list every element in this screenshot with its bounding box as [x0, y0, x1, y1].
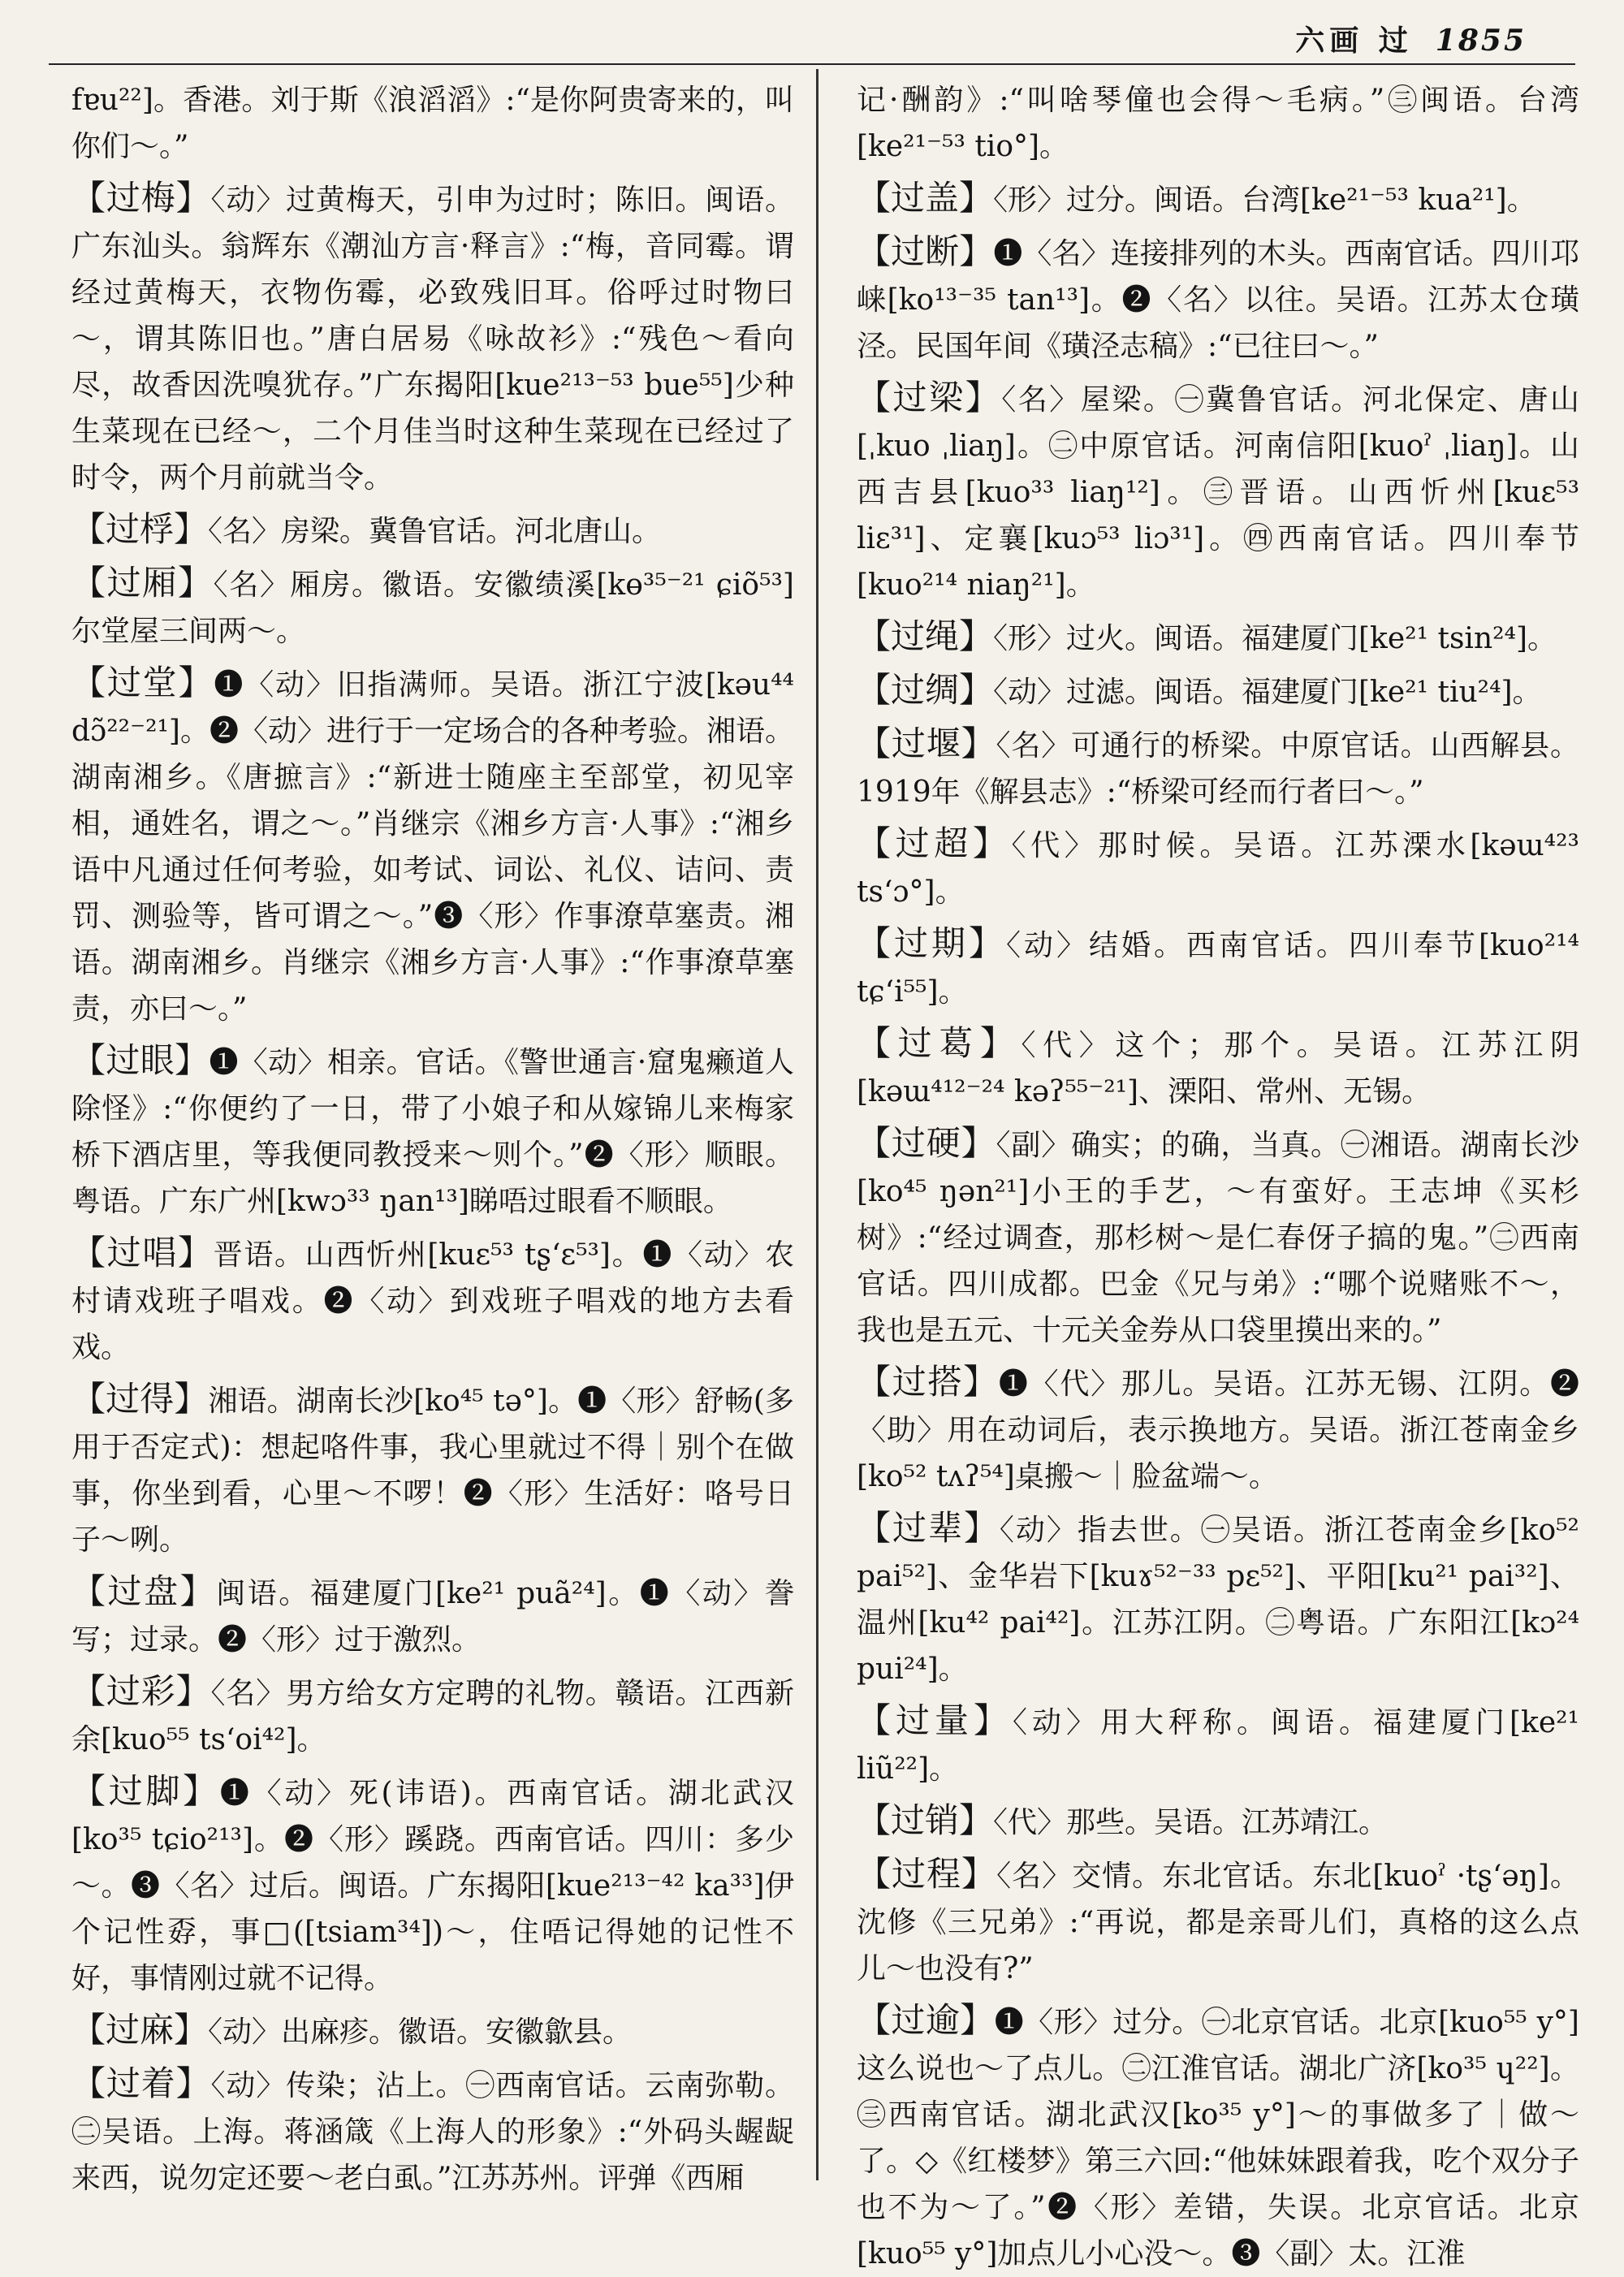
- entry: [857, 1851, 1579, 1992]
- headword: 【过绳】: [857, 616, 994, 656]
- entry-text: 〈代〉这个；那个。吴语。江苏江阴[kəɯ⁴¹²⁻²⁴ kəʔ⁵⁵⁻²¹]、溧阳、常州、无锡。: [857, 1029, 1579, 1108]
- headword: 【过着】: [71, 2063, 211, 2103]
- entry: [857, 613, 1579, 662]
- running-head: [1295, 18, 1527, 59]
- entry-text: 〈动〉过黄梅天，引申为过时；陈旧。闽语。广东汕头。翁辉东《潮汕方言·释言》:“梅，音同霉。谓经过黄梅天，衣物伤霉，必致残旧耳。俗呼过时物曰～，谓其陈旧也。”唐白居易《咏故衫》:“残色～看向尽，故香因洗嗅犹存。”广东揭阳[kue²¹³⁻⁵³ bue⁵⁵]少种生菜现在已经～，二个月佳当时这种生菜现在已经过了时令，两个月前就当令。: [71, 184, 794, 495]
- entry-text: ❶〈动〉相亲。官话。《警世通言·窟鬼癞道人除怪》:“你便约了一日，带了小娘子和从嫁锦儿来梅家桥下酒店里，等我便同教授来～则个。”❷〈形〉顺眼。粤语。广东广州[kwɔ³³ ŋan¹³]睇唔过眼看不顺眼。: [71, 1046, 794, 1218]
- entry-text: 晋语。山西忻州[kuɛ⁵³ tʂʻɛ⁵³]。❶〈动〉农村请戏班子唱戏。❷〈动〉到戏班子唱戏的地方去看戏。: [71, 1238, 794, 1364]
- entry: [857, 920, 1579, 1015]
- entry: [71, 1768, 794, 2002]
- right-column: [857, 75, 1579, 2271]
- column-divider: [816, 69, 818, 2180]
- entry: [71, 2060, 794, 2201]
- headword: 【过量】: [857, 1700, 1013, 1740]
- entry: [857, 228, 1579, 369]
- headword: 【过堂】: [71, 663, 214, 702]
- entry: [71, 175, 794, 501]
- entry-text: 〈动〉用大秤称。闽语。福建厦门[ke²¹ liũ²²]。: [857, 1706, 1579, 1786]
- entry: [857, 1359, 1579, 1500]
- headword: 【过得】: [71, 1379, 209, 1419]
- entry-text: 记·酬韵》:“叫啥琴僮也会得～毛病。”㊂闽语。台湾[ke²¹⁻⁵³ tio°]。: [857, 84, 1579, 163]
- entry-text: 〈名〉房梁。冀鲁官话。河北唐山。: [208, 515, 662, 548]
- entry: [857, 720, 1579, 815]
- headword: 【过绸】: [857, 670, 994, 710]
- headword: 【过眼】: [71, 1040, 209, 1080]
- entry-text: 〈代〉那时候。吴语。江苏溧水[kəɯ⁴²³ tsʻɔ°]。: [857, 829, 1579, 909]
- entry-text: 〈名〉男方给女方定聘的礼物。赣语。江西新余[kuo⁵⁵ tsʻoi⁴²]。: [71, 1677, 794, 1756]
- entry-text: 〈代〉那些。吴语。江苏靖江。: [993, 1806, 1389, 1839]
- entry-text: ❶〈代〉那儿。吴语。江苏无锡、江阴。❷〈助〉用在动词后，表示换地方。吴语。浙江苍南金乡[ko⁵² tʌʔ⁵⁴]桌搬～｜脸盆端～。: [857, 1367, 1579, 1493]
- headword: 【过程】: [857, 1854, 997, 1894]
- headword: 【过堰】: [857, 724, 996, 763]
- section-title: 六画 过: [1295, 24, 1413, 58]
- entry: [71, 560, 794, 655]
- headword: 【过麻】: [71, 2010, 209, 2050]
- entry-text: ❶〈动〉死(讳语)。西南官话。湖北武汉[ko³⁵ tɕio²¹³]。❷〈形〉蹊跷。西南官话。四川：多少～。❸〈名〉过后。闽语。广东揭阳[kue²¹³⁻⁴² ka³³]伊个记性孬，事□([tsiam³⁴])～，住唔记得她的记性不好，事情刚过就不记得。: [71, 1777, 794, 1995]
- entry-text: 〈形〉过分。闽语。台湾[ke²¹⁻⁵³ kua²¹]。: [993, 184, 1536, 217]
- entry-text: 〈动〉过滤。闽语。福建厦门[ke²¹ tiu²⁴]。: [993, 676, 1542, 709]
- entry-text: 闽语。福建厦门[ke²¹ puã²⁴]。❶〈动〉誊写；过录。❷〈形〉过于激烈。: [71, 1577, 794, 1657]
- headword: 【过梁】: [857, 378, 1002, 417]
- headword: 【过彩】: [71, 1671, 211, 1711]
- headword: 【过盖】: [857, 178, 994, 218]
- headword: 【过梅】: [71, 178, 211, 218]
- entry: [71, 1037, 794, 1225]
- headword: 【过销】: [857, 1800, 994, 1840]
- entry-continuation: [71, 75, 794, 170]
- entry-text: ❶〈形〉过分。㊀北京官话。北京[kuo⁵⁵ y°]这么说也～了点儿。㊁江淮官话。湖北广济[ko³⁵ ɥ²²]。㊂西南官话。湖北武汉[ko³⁵ y°]～的事做多了｜做～了。◇《红楼梦》第三六回:“他妹妹跟着我，吃个双分子也不为～了。”❷〈形〉差错，失误。北京官话。北京[kuo⁵⁵ y°]加点儿小心没～。❸〈副〉太。江淮: [857, 2006, 1579, 2271]
- entry: [71, 1568, 794, 1663]
- headword: 【过盘】: [71, 1571, 217, 1611]
- entry-text: 〈名〉屋梁。㊀冀鲁官话。河北保定、唐山[ˌkuo ˌliaŋ]。㊁中原官话。河南信阳[kuoˀ ˌliaŋ]。山西吉县[kuo³³ liaŋ¹²]。㊂晋语。山西忻州[kuɛ⁵³ liɛ³¹]、定襄[kuɔ⁵³ liɔ³¹]。㊃西南官话。四川奉节[kuo²¹⁴ niaŋ²¹]。: [857, 383, 1579, 602]
- entry-text: 〈动〉结婚。西南官话。四川奉节[kuo²¹⁴ tɕʻi⁵⁵]。: [857, 929, 1579, 1009]
- headword: 【过逾】: [857, 2000, 995, 2040]
- entry-text: ❶〈动〉旧指满师。吴语。浙江宁波[kəu⁴⁴ dɔ̃²²⁻²¹]。❷〈动〉进行于一定场合的各种考验。湘语。湖南湘乡。《唐摭言》:“新进士随座主至部堂，初见宰相，通姓名，谓之～。”肖继宗《湘乡方言·人事》:“湘乡语中凡通过任何考验，如考试、词讼、礼仪、诘问、责罚、测验等，皆可谓之～。”❸〈形〉作事潦草塞责。湘语。湖南湘乡。肖继宗《湘乡方言·人事》:“作事潦草塞责，亦曰～。”: [71, 668, 794, 1026]
- entry-text: fɐu²²]。香港。刘于斯《浪滔滔》:“是你阿贵寄来的，叫你们～。”: [71, 84, 794, 163]
- entry: [71, 1229, 794, 1371]
- entry: [857, 1697, 1579, 1792]
- entry: [857, 175, 1579, 223]
- left-column: [71, 75, 794, 2195]
- page-number: 1855: [1435, 24, 1527, 58]
- entry-text: 〈动〉指去世。㊀吴语。浙江苍南金乡[ko⁵² pai⁵²]、金华岩下[kuɤ⁵²⁻³³ pɛ⁵²]、平阳[ku²¹ pai³²]、温州[ku⁴² pai⁴²]。江苏江阴。㊁粤语。广东阳江[kɔ²⁴ pui²⁴]。: [857, 1514, 1579, 1686]
- entry-text: 〈名〉交情。东北官话。东北[kuoˀ ·tʂʻəŋ]。沈修《三兄弟》:“再说，都是亲哥儿们，真格的这么点儿～也没有?”: [857, 1860, 1579, 1985]
- headword: 【过断】: [857, 231, 994, 271]
- entry-text: 〈名〉厢房。徽语。安徽绩溪[kɵ³⁵⁻²¹ ɕiõ⁵³]尔堂屋三间两～。: [71, 568, 794, 648]
- entry-text: 〈动〉传染；沾上。㊀西南官话。云南弥勒。㊁吴语。上海。蒋涵箴《上海人的形象》:“外码头龌龊来西，说勿定还要～老白虱。”江苏苏州。评弹《西厢: [71, 2069, 794, 2195]
- entry: [71, 2007, 794, 2055]
- entry: [857, 1505, 1579, 1692]
- entry: [71, 506, 794, 555]
- headword: 【过辈】: [857, 1508, 1000, 1548]
- header-rule: [49, 63, 1575, 65]
- headword: 【过期】: [857, 923, 1006, 963]
- entry: [857, 374, 1579, 608]
- entry-text: 〈动〉出麻疹。徽语。安徽歙县。: [208, 2016, 633, 2049]
- headword: 【过厢】: [71, 563, 214, 603]
- entry-text: 〈名〉可通行的桥梁。中原官话。山西解县。1919年《解县志》:“桥梁可经而行者曰～。”: [857, 729, 1579, 809]
- entry-continuation: [857, 75, 1579, 170]
- entry: [857, 1020, 1579, 1115]
- headword: 【过桴】: [71, 509, 209, 549]
- entry: [857, 667, 1579, 715]
- entry: [71, 1376, 794, 1563]
- entry-text: 〈形〉过火。闽语。福建厦门[ke²¹ tsin²⁴]。: [993, 622, 1557, 655]
- headword: 【过搭】: [857, 1362, 999, 1402]
- entry: [71, 659, 794, 1032]
- headword: 【过硬】: [857, 1123, 996, 1163]
- entry: [857, 1120, 1579, 1354]
- headword: 【过葛】: [857, 1023, 1021, 1063]
- entry: [857, 1997, 1579, 2277]
- entry: [857, 1797, 1579, 1846]
- entry: [71, 1668, 794, 1763]
- headword: 【过超】: [857, 823, 1012, 863]
- entry: [857, 820, 1579, 915]
- entry-text: ❶〈名〉连接排列的木头。西南官话。四川邛崃[ko¹³⁻³⁵ tan¹³]。❷〈名〉以往。吴语。江苏太仓璜泾。民国年间《璜泾志稿》:“已往曰～。”: [857, 237, 1579, 363]
- headword: 【过唱】: [71, 1233, 214, 1272]
- entry-text: 〈副〉确实；的确，当真。㊀湘语。湖南长沙[ko⁴⁵ ŋən²¹]小王的手艺，～有蛮好。王志坤《买杉树》:“经过调查，那杉树～是仁春伢子搞的鬼。”㊁西南官话。四川成都。巴金《兄与弟》:“哪个说赌账不～，我也是五元、十元关金券从口袋里摸出来的。”: [857, 1129, 1579, 1347]
- entry-text: 湘语。湖南长沙[ko⁴⁵ tə°]。❶〈形〉舒畅(多用于否定式)：想起咯件事，我心里就过不得｜别个在做事，你坐到看，心里～不啰！❷〈形〉生活好：咯号日子～咧。: [71, 1385, 794, 1557]
- headword: 【过脚】: [71, 1771, 220, 1811]
